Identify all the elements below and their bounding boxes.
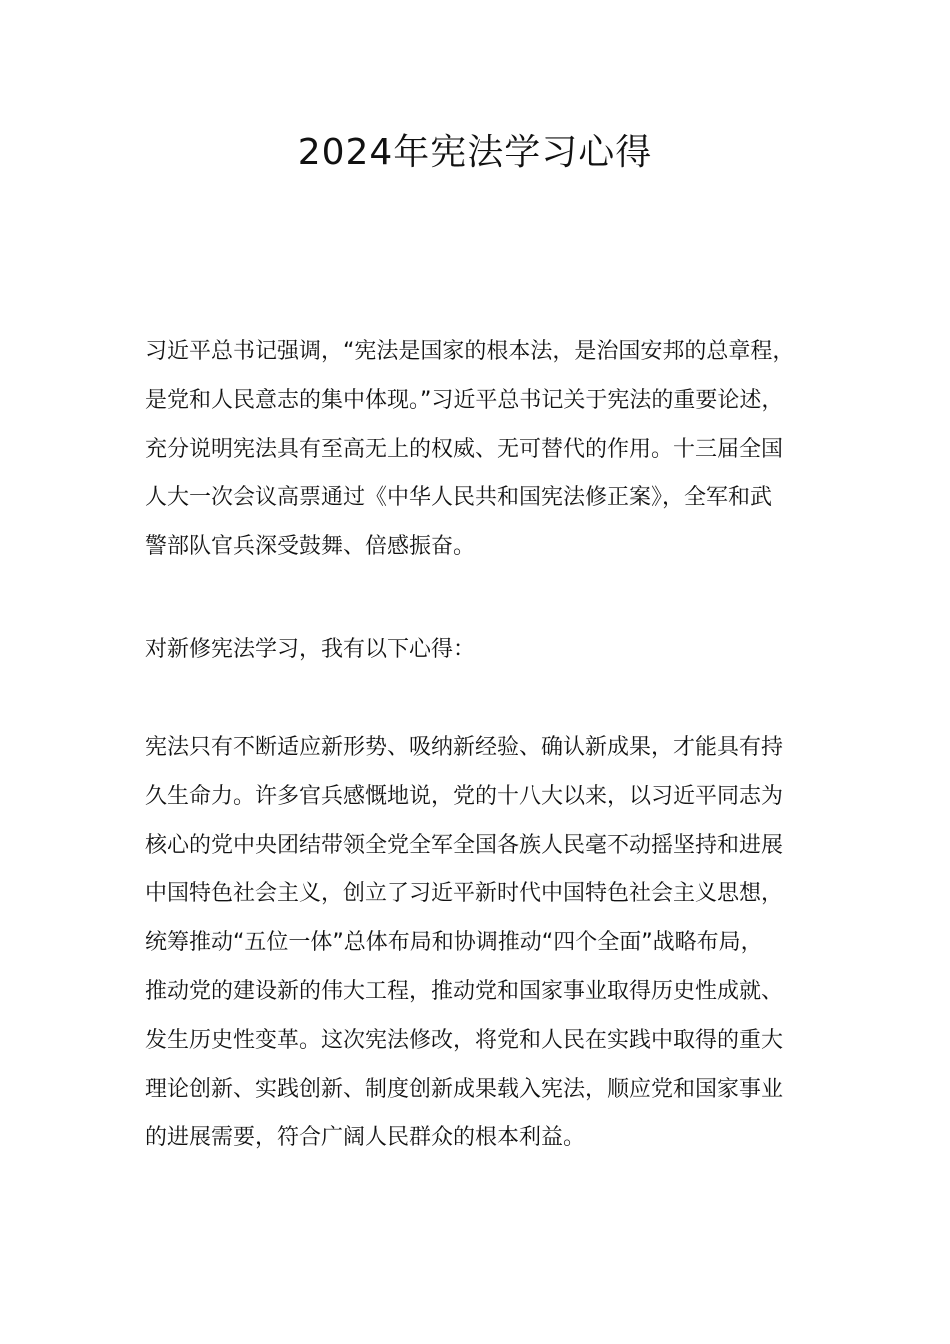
paragraph-line: 对新修宪法学习，我有以下心得：: [145, 637, 476, 662]
paragraph-line: 充分说明宪法具有至高无上的权威、无可替代的作用。十三届全国: [145, 436, 784, 462]
paragraph-line: 警部队官兵深受鼓舞、倍感振奋。: [145, 534, 476, 560]
paragraph-line: 是党和人民意志的集中体现。”习近平总书记关于宪法的重要论述，: [145, 387, 784, 413]
paragraph-reflection: [145, 724, 845, 1163]
paragraph-line: 宪法只有不断适应新形势、吸纳新经验、确认新成果，才能具有持: [145, 735, 784, 760]
paragraph-lead-in: [145, 626, 845, 675]
paragraph-line: 习近平总书记强调，“宪法是国家的根本法，是治国安邦的总章程，: [145, 339, 795, 364]
paragraph-line: 核心的党中央团结带领全党全军全国各族人民毫不动摇坚持和进展: [145, 832, 784, 858]
paragraph-line: 人大一次会议高票通过《中华人民共和国宪法修正案》，全军和武: [145, 485, 773, 511]
paragraph-line: 发生历史性变革。这次宪法修改，将党和人民在实践中取得的重大: [145, 1027, 784, 1053]
paragraph-line: 的进展需要，符合广阔人民群众的根本利益。: [145, 1125, 586, 1151]
paragraph-line: 理论创新、实践创新、制度创新成果载入宪法，顺应党和国家事业: [145, 1076, 784, 1102]
paragraph-intro: [145, 328, 845, 572]
paragraph-line: 久生命力。许多官兵感慨地说，党的十八大以来，以习近平同志为: [145, 783, 784, 809]
paragraph-line: 中国特色社会主义，创立了习近平新时代中国特色社会主义思想，: [145, 881, 784, 907]
paragraph-line: 推动党的建设新的伟大工程，推动党和国家事业取得历史性成就、: [145, 978, 784, 1004]
paragraph-line: 统筹推动“五位一体”总体布局和协调推动“四个全面”战略布局，: [145, 930, 763, 956]
document-title: 2024年宪法学习心得: [297, 132, 653, 173]
